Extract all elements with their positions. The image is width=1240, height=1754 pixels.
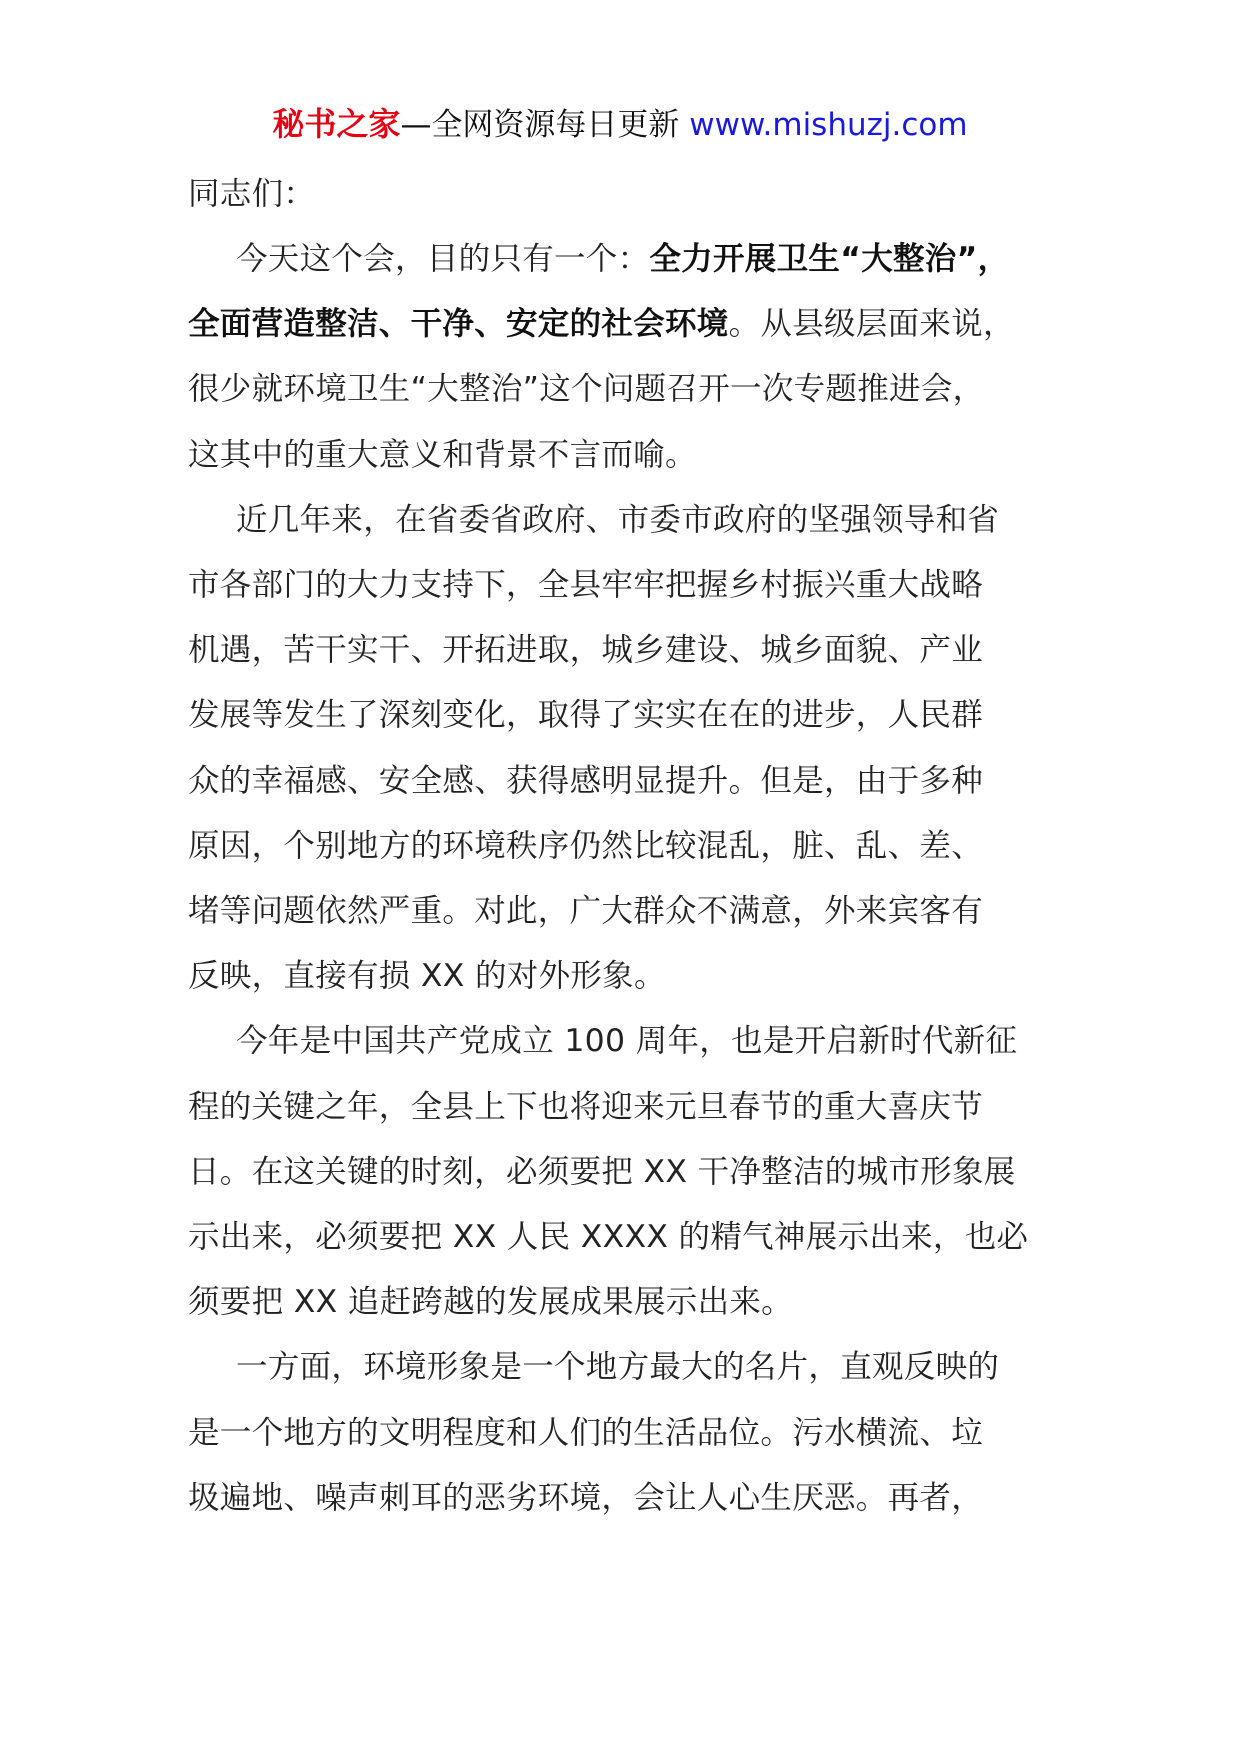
paragraph-line: 堵等问题依然严重。对此，广大群众不满意，外来宾客有 (188, 893, 984, 930)
paragraph-1-line-4: 这其中的重大意义和背景不言而喻。 (188, 436, 697, 473)
paragraph-1-intro: 今天这个会，目的只有一个： (236, 241, 650, 277)
paragraph-line: 众的幸福感、安全感、获得感明显提升。但是，由于多种 (188, 762, 984, 799)
page-header (0, 100, 1240, 149)
paragraph-line: 近几年来，在省委省政府、市委市政府的坚强领导和省 (236, 501, 1000, 538)
paragraph-line: 示出来，必须要把 XX 人民 XXXX 的精气神展示出来，也必 (188, 1219, 1029, 1256)
header-site-link[interactable]: www.mishuzj.com (689, 107, 968, 143)
paragraph-1-continued: 。从县级层面来说， (728, 306, 1015, 343)
paragraph-line: 程的关键之年，全县上下也将迎来元旦春节的重大喜庆节 (188, 1088, 984, 1125)
header-slogan: —全网资源每日更新 (400, 107, 680, 143)
paragraph-line: 今年是中国共产党成立 100 周年，也是开启新时代新征 (236, 1023, 1018, 1060)
paragraph-1-line-3: 很少就环境卫生“大整治”这个问题召开一次专题推进会， (188, 371, 985, 408)
paragraph-line: 机遇，苦干实干、开拓进取，城乡建设、城乡面貌、产业 (188, 632, 984, 669)
paragraph-3 (188, 1009, 1068, 1335)
paragraph-1-emphasis-a: 全力开展卫生“大整治”， (649, 241, 1010, 277)
paragraph-1-line-2 (188, 292, 1068, 357)
paragraph-line: 原因，个别地方的环境秩序仍然比较混乱，脏、乱、差、 (188, 827, 984, 864)
paragraph-1-line-1 (188, 227, 1068, 292)
header-brand: 秘书之家 (272, 105, 401, 143)
paragraph-line: 是一个地方的文明程度和人们的生活品位。污水横流、垃 (188, 1414, 984, 1451)
salutation: 同志们： (188, 176, 316, 212)
paragraph-line: 反映，直接有损 XX 的对外形象。 (188, 958, 666, 995)
paragraph-1-emphasis-b: 全面营造整洁、干净、安定的社会环境 (188, 306, 729, 343)
paragraph-line: 市各部门的大力支持下，全县牢牢把握乡村振兴重大战略 (188, 567, 984, 604)
paragraph-line: 日。在这关键的时刻，必须要把 XX 干净整洁的城市形象展 (188, 1153, 1016, 1190)
paragraph-4 (188, 1335, 1068, 1531)
paragraph-line: 发展等发生了深刻变化，取得了实实在在的进步，人民群 (188, 697, 984, 734)
paragraph-line: 圾遍地、噪声刺耳的恶劣环境，会让人心生厌恶。再者， (188, 1479, 984, 1516)
paragraph-1 (188, 227, 1068, 488)
document-body (188, 162, 1068, 1531)
paragraph-line: 一方面，环境形象是一个地方最大的名片，直观反映的 (236, 1349, 1000, 1386)
paragraph-2 (188, 488, 1068, 1010)
paragraph-line: 须要把 XX 追赶跨越的发展成果展示出来。 (188, 1284, 793, 1321)
